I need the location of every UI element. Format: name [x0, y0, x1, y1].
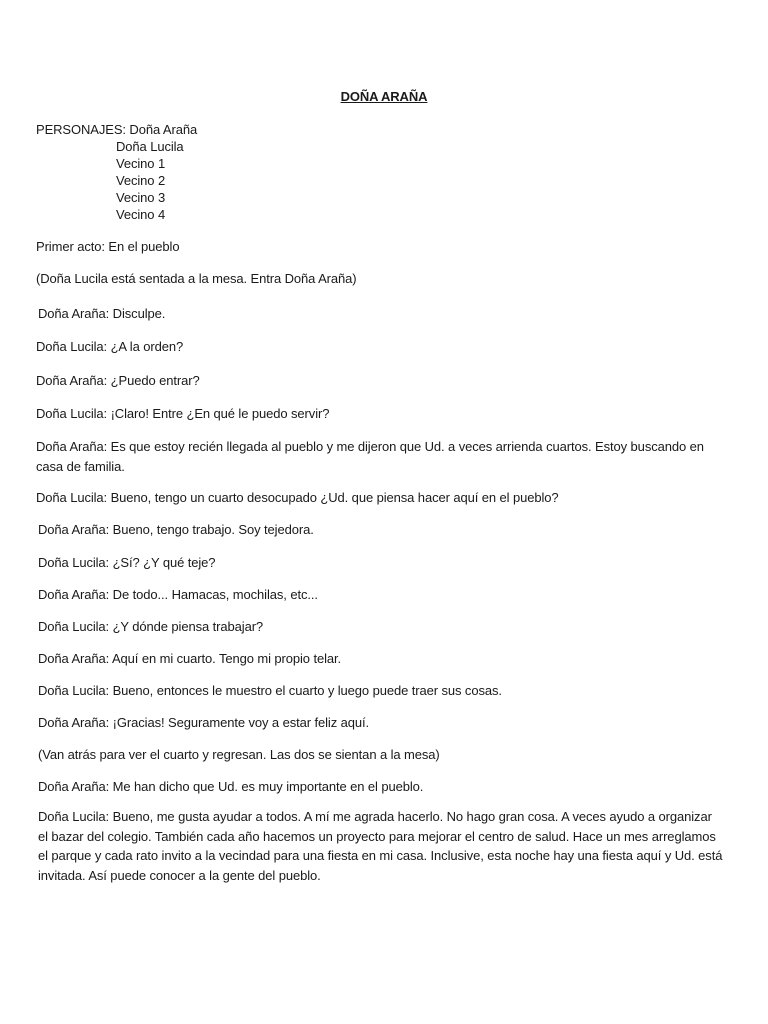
cast-member: Doña Lucila: [116, 139, 184, 154]
stage-direction: (Van atrás para ver el cuarto y regresan. Las dos se sientan a la mesa): [38, 747, 440, 762]
dialogue-line: Doña Lucila: Bueno, tengo un cuarto desocupado ¿Ud. que piensa hacer aquí en el pueblo?: [36, 490, 559, 505]
dialogue-line: Doña Lucila: ¿Y dónde piensa trabajar?: [38, 619, 264, 634]
dialogue-line: Doña Araña: De todo... Hamacas, mochilas, etc...: [38, 587, 318, 602]
act-heading: Primer acto: En el pueblo: [36, 239, 180, 254]
document-title: DOÑA ARAÑA: [340, 89, 428, 104]
dialogue-line: Doña Araña: ¿Puedo entrar?: [36, 373, 200, 388]
dialogue-line: Doña Araña: Disculpe.: [38, 306, 166, 321]
dialogue-line: Doña Lucila: ¿Sí? ¿Y qué teje?: [38, 555, 216, 570]
dialogue-line: Doña Lucila: Bueno, entonces le muestro el cuarto y luego puede traer sus cosas.: [38, 683, 502, 698]
cast-member: Vecino 3: [116, 190, 166, 205]
personajes-heading: PERSONAJES: Doña Araña: [36, 122, 198, 137]
dialogue-line: Doña Lucila: ¿A la orden?: [36, 339, 184, 354]
cast-member: Vecino 2: [116, 173, 166, 188]
dialogue-line: Doña Lucila: ¡Claro! Entre ¿En qué le puedo servir?: [36, 406, 330, 421]
dialogue-line: Doña Lucila: Bueno, me gusta ayudar a todos. A mí me agrada hacerlo. No hago gran cosa. A veces ayudo a organizar el bazar del colegio. También cada año hacemos un proyecto para mejorar el centro de salud. Hace un mes arreglamos el parque y cada rato invito a la vecindad para una fiesta en mi casa. Inclusive, esta noche hay una fiesta aquí y Ud. está invitada. Así puede conocer a la gente del pueblo.: [38, 809, 723, 883]
cast-member: Vecino 4: [116, 207, 166, 222]
dialogue-line: Doña Araña: Bueno, tengo trabajo. Soy tejedora.: [38, 522, 314, 537]
stage-direction: (Doña Lucila está sentada a la mesa. Entra Doña Araña): [36, 271, 357, 286]
dialogue-line: Doña Araña: Me han dicho que Ud. es muy importante en el pueblo.: [38, 779, 424, 794]
cast-member: Vecino 1: [116, 156, 166, 171]
dialogue-line: Doña Araña: ¡Gracias! Seguramente voy a estar feliz aquí.: [38, 715, 370, 730]
dialogue-line: Doña Araña: Aquí en mi cuarto. Tengo mi propio telar.: [38, 651, 342, 666]
dialogue-line: Doña Araña: Es que estoy recién llegada al pueblo y me dijeron que Ud. a veces arrienda cuartos. Estoy buscando en casa de familia.: [36, 439, 704, 474]
